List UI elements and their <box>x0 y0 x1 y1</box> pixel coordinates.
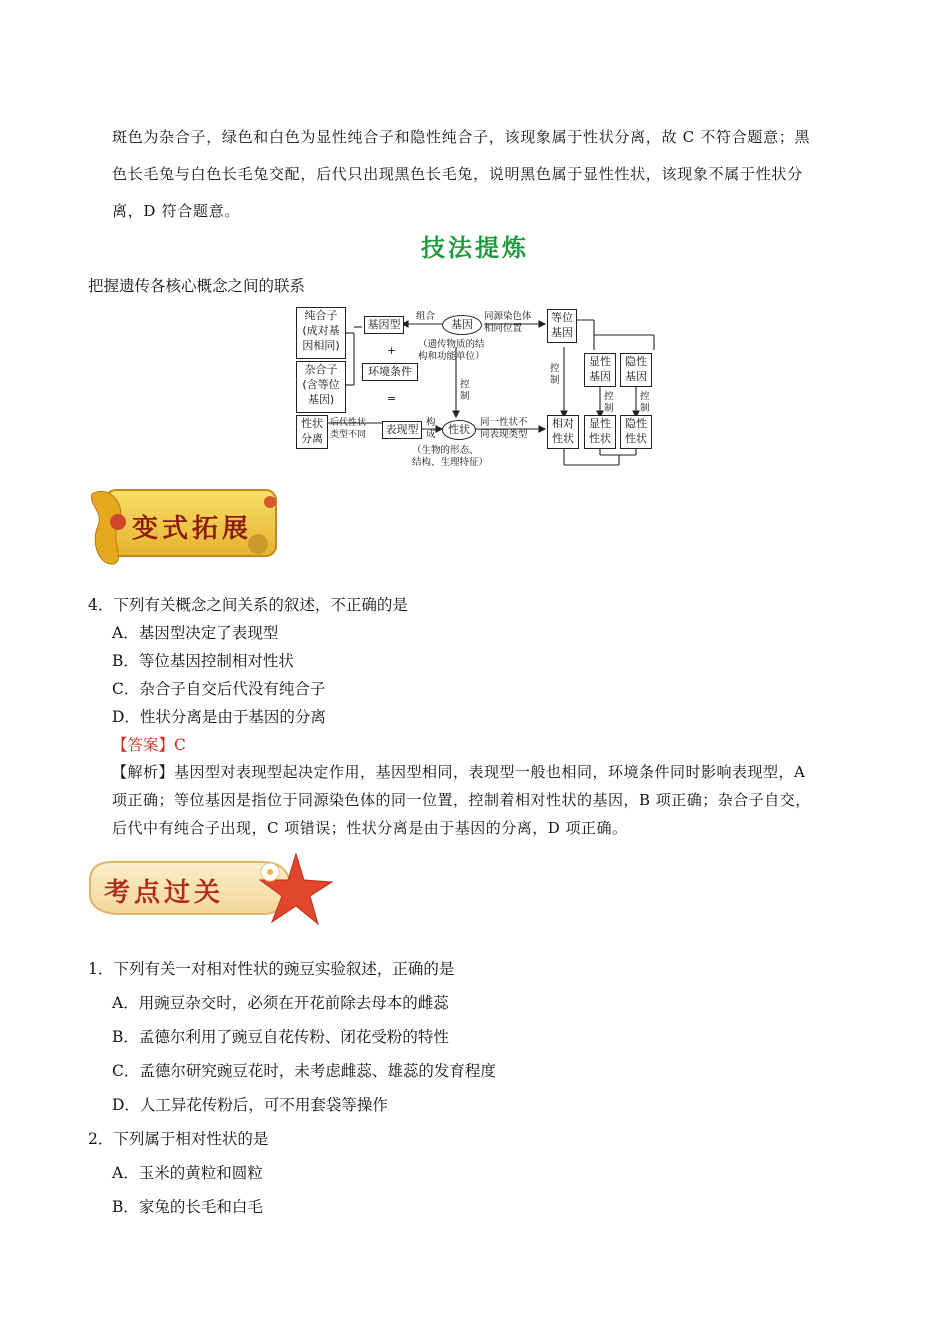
label-gene-definition: （遗传物质的结 构和功能单位） <box>418 339 485 362</box>
answer-value: C <box>174 736 186 754</box>
box-phenotype: 表现型 <box>382 421 422 439</box>
banner-checkpoint <box>86 848 342 930</box>
box-dominant-gene-text: 显性 基因 <box>589 355 611 383</box>
question-1-option: D．人工异花传粉后，可不用套袋等操作 <box>112 1096 388 1114</box>
box-genotype: 基因型 <box>364 316 404 334</box>
box-recessive-gene <box>620 353 652 387</box>
question-1-option: A．用豌豆杂交时，必须在开花前除去母本的雌蕊 <box>112 994 449 1012</box>
analysis-label: 【解析】 <box>112 763 175 781</box>
box-allele <box>547 309 577 343</box>
question-1-option: C．孟德尔研究豌豆花时，未考虑雌蕊、雄蕊的发育程度 <box>112 1062 496 1080</box>
label-control-3: 控 制 <box>604 391 614 414</box>
equals-sign: = <box>387 392 397 405</box>
intro-line: 离，D 符合题意。 <box>112 202 241 220</box>
concept-diagram <box>294 305 656 475</box>
box-heterozygote-text: 杂合子 (含等位 基因) <box>302 363 340 406</box>
box-segregation <box>296 415 328 449</box>
analysis-line: 后代中有纯合子出现，C 项错误；性状分离是由于基因的分离，D 项正确。 <box>112 819 628 837</box>
label-offspring: 后代性状 类型不同 <box>330 418 367 440</box>
label-control-4: 控 制 <box>640 391 650 414</box>
label-trait-definition: （生物的形态、 结构、生理特征） <box>412 445 489 468</box>
question-4-stem: 4．下列有关概念之间关系的叙述，不正确的是 <box>88 596 408 614</box>
section-title: 技法提炼 <box>421 233 529 262</box>
question-4-option: C．杂合子自交后代没有纯合子 <box>112 680 326 698</box>
box-relative-trait-text: 相对 性状 <box>552 417 574 445</box>
plus-sign: + <box>387 344 397 357</box>
analysis-line <box>112 761 805 782</box>
banner-variant-text: 变式拓展 <box>132 514 253 544</box>
box-relative-trait <box>547 415 579 449</box>
box-homozygote <box>296 307 346 359</box>
label-same-trait: 同一性状不 同表现类型 <box>480 417 528 440</box>
ellipse-trait: 性状 <box>442 420 476 440</box>
intro-line: 斑色为杂合子，绿色和白色为显性纯合子和隐性纯合子，该现象属于性状分离，故 C 不符合题意；黑 <box>112 128 811 146</box>
banner-variant <box>88 484 284 566</box>
subtitle: 把握遗传各核心概念之间的联系 <box>88 277 306 295</box>
box-dominant-gene <box>584 353 616 387</box>
box-segregation-text: 性状 分离 <box>301 417 323 445</box>
box-homozygote-text: 纯合子 (成对基 因相同) <box>302 309 340 352</box>
box-recessive-trait-text: 隐性 性状 <box>625 417 647 445</box>
box-environment: 环境条件 <box>362 363 418 381</box>
box-dominant-trait-text: 显性 性状 <box>589 417 611 445</box>
question-2-stem: 2．下列属于相对性状的是 <box>88 1130 269 1148</box>
question-4-option: A．基因型决定了表现型 <box>112 624 279 642</box>
box-recessive-gene-text: 隐性 基因 <box>625 355 647 383</box>
box-recessive-trait <box>620 415 652 449</box>
label-combine: 组合 <box>416 311 436 322</box>
box-dominant-trait <box>584 415 616 449</box>
answer-line <box>112 733 186 755</box>
label-control-2: 控 制 <box>550 363 560 386</box>
label-control: 控 制 <box>460 379 470 402</box>
label-same-position: 同源染色体 相同位置 <box>484 311 532 334</box>
ellipse-gene: 基因 <box>442 315 482 335</box>
question-4-option: D．性状分离是由于基因的分离 <box>112 708 326 726</box>
question-1-option: B．孟德尔利用了豌豆自花传粉、闭花受粉的特性 <box>112 1028 449 1046</box>
question-2-option: A．玉米的黄粒和圆粒 <box>112 1164 263 1182</box>
banner-checkpoint-text: 考点过关 <box>104 878 225 908</box>
box-allele-text: 等位 基因 <box>551 311 573 339</box>
label-compose: 构 成 <box>426 417 436 440</box>
box-heterozygote <box>296 361 346 413</box>
question-1-stem: 1．下列有关一对相对性状的豌豆实验叙述，正确的是 <box>88 960 455 978</box>
analysis-line: 项正确；等位基因是指位于同源染色体的同一位置，控制着相对性状的基因，B 项正确；杂合子自交， <box>112 791 811 809</box>
answer-label: 【答案】 <box>112 736 175 754</box>
intro-line: 色长毛兔与白色长毛兔交配，后代只出现黑色长毛兔，说明黑色属于显性性状，该现象不属于性状分 <box>112 165 803 183</box>
analysis-text: 基因型对表现型起决定作用，基因型相同，表现型一般也相同，环境条件同时影响表现型，A <box>174 763 806 781</box>
question-4-option: B．等位基因控制相对性状 <box>112 652 294 670</box>
question-2-option: B．家兔的长毛和白毛 <box>112 1198 263 1216</box>
